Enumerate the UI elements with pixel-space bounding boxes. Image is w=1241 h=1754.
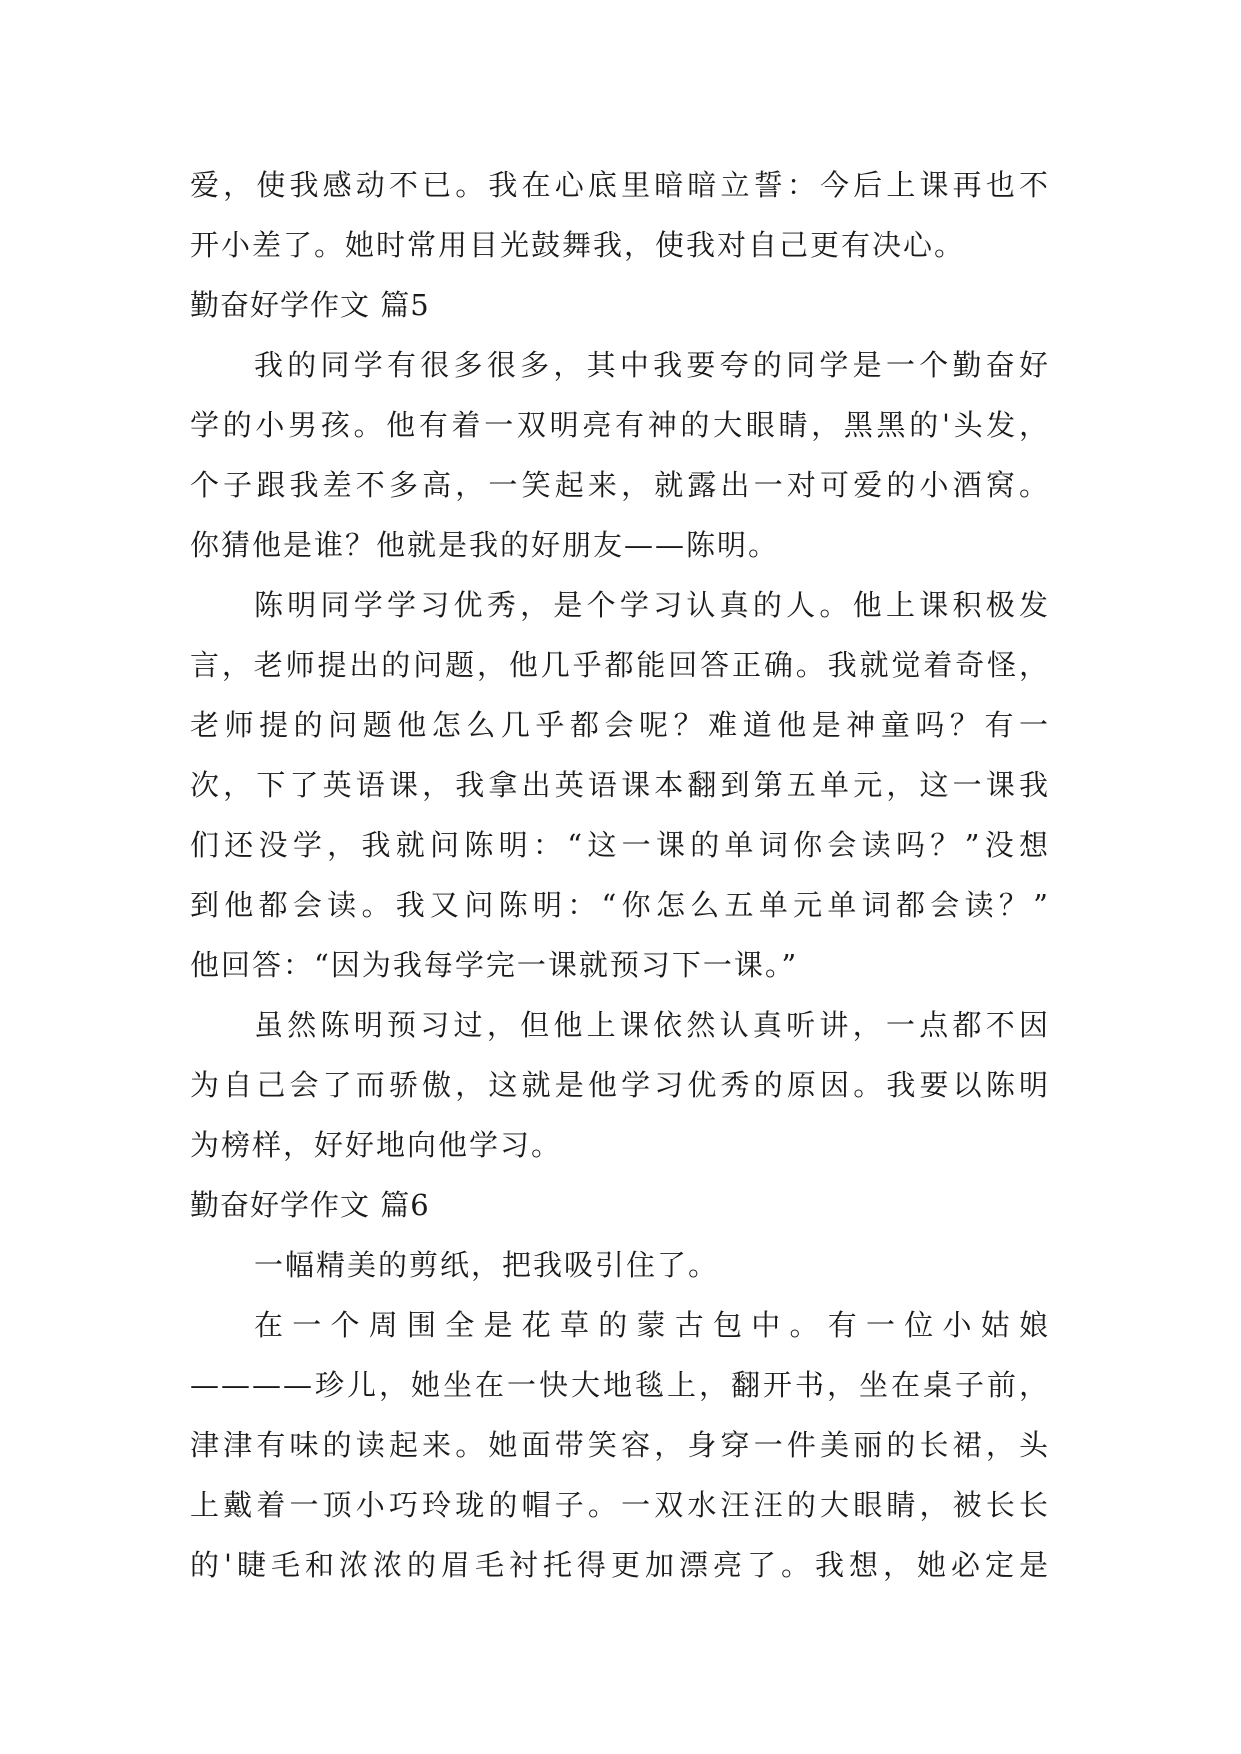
text-line: 到他都会读。我又问陈明：“你怎么五单元单词都会读？”: [190, 888, 1050, 922]
text-line: 津津有味的读起来。她面带笑容，身穿一件美丽的长裙，头: [190, 1428, 1050, 1462]
text-line: 学的小男孩。他有着一双明亮有神的大眼睛，黑黑的'头发，: [190, 408, 1050, 442]
text-line: 们还没学，我就问陈明：“这一课的单词你会读吗？”没想: [190, 828, 1050, 862]
section-heading: 勤奋好学作文 篇5: [190, 288, 430, 322]
text-line: 为榜样，好好地向他学习。: [190, 1128, 563, 1162]
text-line: 爱，使我感动不已。我在心底里暗暗立誓：今后上课再也不: [190, 168, 1050, 202]
text-line: 他回答：“因为我每学完一课就预习下一课。”: [190, 948, 799, 982]
paragraph-first-line: 我的同学有很多很多，其中我要夸的同学是一个勤奋好: [254, 348, 1050, 382]
text-line: 你猜他是谁？他就是我的好朋友——陈明。: [190, 528, 780, 562]
paragraph-first-line: 陈明同学学习优秀，是个学习认真的人。他上课积极发: [254, 588, 1050, 622]
paragraph-first-line: 在一个周围全是花草的蒙古包中。有一位小姑娘: [254, 1308, 1050, 1342]
text-line: 老师提的问题他怎么几乎都会呢？难道他是神童吗？有一: [190, 708, 1050, 742]
section-heading: 勤奋好学作文 篇6: [190, 1188, 430, 1222]
text-line: 上戴着一顶小巧玲珑的帽子。一双水汪汪的大眼睛，被长长: [190, 1488, 1050, 1522]
text-line: 次，下了英语课，我拿出英语课本翻到第五单元，这一课我: [190, 768, 1050, 802]
document-page: [190, 155, 1050, 1595]
text-line: 的'睫毛和浓浓的眉毛衬托得更加漂亮了。我想，她必定是: [190, 1548, 1050, 1582]
text-line: 开小差了。她时常用目光鼓舞我，使我对自己更有决心。: [190, 228, 966, 262]
text-line: 言，老师提出的问题，他几乎都能回答正确。我就觉着奇怪，: [190, 648, 1050, 682]
paragraph-first-line: 一幅精美的剪纸，把我吸引住了。: [254, 1248, 720, 1282]
text-line: ————珍儿，她坐在一快大地毯上，翻开书，坐在桌子前，: [190, 1368, 1050, 1402]
text-line: 个子跟我差不多高，一笑起来，就露出一对可爱的小酒窝。: [190, 468, 1050, 502]
paragraph-first-line: 虽然陈明预习过，但他上课依然认真听讲，一点都不因: [254, 1008, 1050, 1042]
text-line: 为自己会了而骄傲，这就是他学习优秀的原因。我要以陈明: [190, 1068, 1050, 1102]
